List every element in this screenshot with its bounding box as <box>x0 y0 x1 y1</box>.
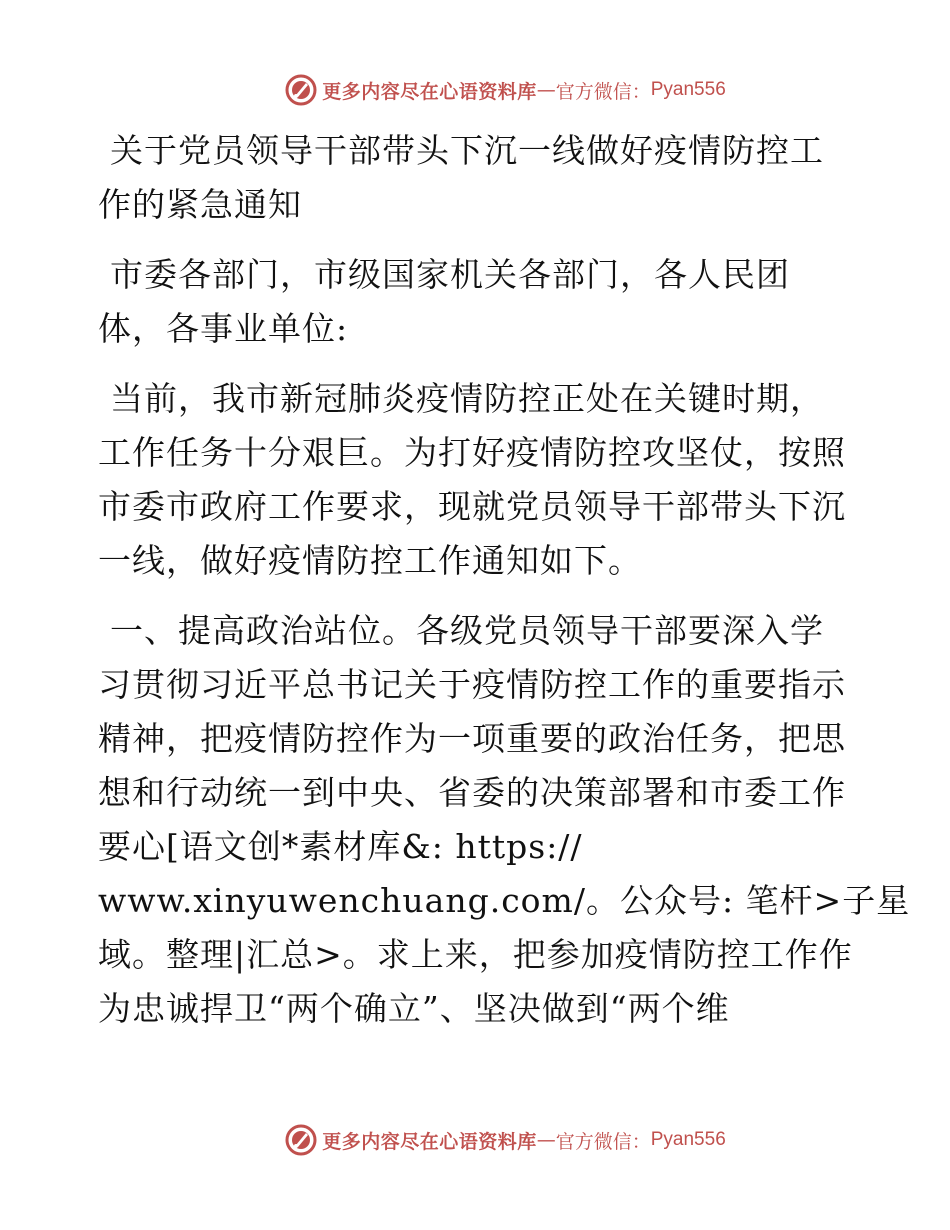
pen-logo-icon <box>284 1123 318 1157</box>
addressee-paragraph <box>98 248 858 356</box>
document-body <box>98 124 911 1052</box>
addressee-line: 市委各部门，市级国家机关各部门，各人民团 <box>110 255 790 294</box>
header-watermark <box>0 70 950 110</box>
section-1-line: www.xinyuwenchuang.com/。公众号: 笔杆>子星 <box>98 881 911 920</box>
section-1-line: 要心[语文创*素材库&: https:// <box>98 827 583 866</box>
watermark-separator: — <box>536 79 556 101</box>
section-1-line: 精神，把疫情防控作为一项重要的政治任务，把思 <box>98 719 846 758</box>
watermark-separator: — <box>536 1129 556 1151</box>
document-title <box>98 124 858 232</box>
title-line: 作的紧急通知 <box>98 185 302 224</box>
intro-paragraph <box>98 372 858 588</box>
title-line: 关于党员领导干部带头下沉一线做好疫情防控工 <box>110 131 824 170</box>
watermark-wechat-label: 官方微信： <box>555 1130 651 1153</box>
intro-line: 工作任务十分艰巨。为打好疫情防控攻坚仗，按照 <box>98 433 846 472</box>
watermark-site-name: 更多内容尽在心语资料库 <box>322 1130 537 1153</box>
pen-logo-icon <box>284 73 318 107</box>
section-1-line: 域。整理|汇总>。求上来，把参加疫情防控工作作 <box>98 935 853 974</box>
watermark-wechat-id: Pyan556 <box>650 1129 726 1150</box>
section-1-line: 想和行动统一到中央、省委的决策部署和市委工作 <box>98 773 846 812</box>
watermark-site-name: 更多内容尽在心语资料库 <box>322 80 537 103</box>
intro-line: 一线，做好疫情防控工作通知如下。 <box>98 541 642 580</box>
footer-watermark <box>0 1120 950 1160</box>
addressee-line: 体，各事业单位: <box>98 309 349 348</box>
section-1-line: 为忠诚捍卫“两个确立”、坚决做到“两个维 <box>98 989 730 1028</box>
intro-line: 市委市政府工作要求，现就党员领导干部带头下沉 <box>98 487 846 526</box>
intro-line: 当前，我市新冠肺炎疫情防控正处在关键时期， <box>110 379 824 418</box>
watermark-wechat-label: 官方微信： <box>555 80 651 103</box>
watermark-wechat-id: Pyan556 <box>650 79 726 100</box>
section-1-line: 习贯彻习近平总书记关于疫情防控工作的重要指示 <box>98 665 846 704</box>
section-1-line: 一、提高政治站位。各级党员领导干部要深入学 <box>110 611 824 650</box>
section-1-paragraph <box>98 604 911 1036</box>
